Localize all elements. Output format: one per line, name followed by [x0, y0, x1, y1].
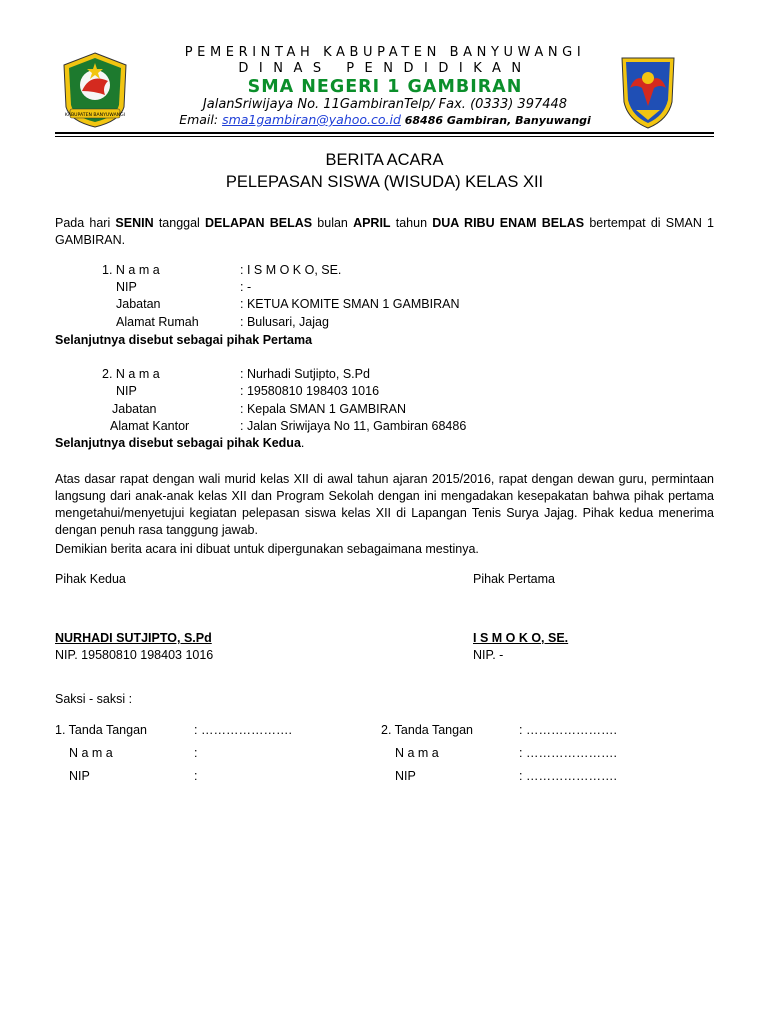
letterhead-department-line: DINAS PENDIDIKAN — [238, 61, 532, 76]
intro-month: APRIL — [353, 216, 391, 230]
party1-nip-value: : - — [240, 280, 252, 294]
party2-name-label: 2. N a m a — [102, 367, 160, 381]
intro-year: DUA RIBU ENAM BELAS — [432, 216, 585, 230]
letterhead-divider-thin — [55, 136, 714, 137]
party1-nip-label: NIP — [116, 280, 137, 294]
party1-name-label: 1. N a m a — [102, 263, 160, 277]
party1-designation: Selanjutnya disebut sebagai pihak Pertama — [55, 333, 313, 347]
closing-statement: Demikian berita acara ini dibuat untuk dipergunakan sebagaimana mestinya. — [55, 542, 479, 556]
signature-right-role: Pihak Pertama — [473, 572, 555, 586]
witness1-name-label: N a m a — [69, 746, 113, 760]
party2-office-value: : Jalan Sriwijaya No 11, Gambiran 68486 — [240, 419, 467, 433]
signature-left-nip: NIP. 19580810 198403 1016 — [55, 648, 214, 662]
witness1-nip-value: : — [194, 769, 198, 783]
signature-left-name: NURHADI SUTJIPTO, S.Pd — [55, 631, 212, 645]
intro-paragraph — [55, 215, 714, 249]
witness2-signature-value: : …………………. — [519, 723, 617, 737]
email-label: Email: — [179, 112, 223, 127]
party2-designation-period: . — [300, 436, 305, 450]
left-logo-caption: KABUPATEN BANYUWANGI — [64, 113, 126, 118]
party1-address-label: Alamat Rumah — [116, 315, 199, 329]
letterhead-divider-thick — [55, 132, 714, 134]
intro-text-4: tahun — [390, 216, 433, 230]
party2-position-value: : Kepala SMAN 1 GAMBIRAN — [240, 402, 407, 416]
letterhead-school-name: SMA NEGERI 1 GAMBIRAN — [247, 77, 523, 97]
witness2-name-label: N a m a — [395, 746, 439, 760]
banyuwangi-regency-logo-icon — [60, 51, 130, 129]
witness1-nip-label: NIP — [69, 769, 90, 783]
party1-address-value: : Bulusari, Jajag — [240, 315, 329, 329]
witness2-name-value: : …………………. — [519, 746, 617, 760]
party1-name-value: : I S M O K O, SE. — [240, 263, 342, 277]
party2-name-value: : Nurhadi Sutjipto, S.Pd — [240, 367, 370, 381]
intro-date: DELAPAN BELAS — [205, 216, 313, 230]
witness2-nip-label: NIP — [395, 769, 416, 783]
intro-text-5: bertempat di SMAN 1 GAMBIRAN. — [55, 216, 714, 247]
intro-text-2: tanggal — [153, 216, 206, 230]
witness1-signature-label: 1. Tanda Tangan — [55, 723, 147, 737]
witnesses-heading: Saksi - saksi : — [55, 692, 133, 706]
email-link[interactable]: sma1gambiran@yahoo.co.id — [222, 112, 401, 127]
signature-left-role: Pihak Kedua — [55, 572, 126, 586]
letterhead-government-line: PEMERINTAH KABUPATEN BANYUWANGI — [184, 45, 586, 60]
letterhead-postal-city: 68486 Gambiran, Banyuwangi — [400, 114, 591, 127]
party1-position-value: : KETUA KOMITE SMAN 1 GAMBIRAN — [240, 297, 460, 311]
agreement-paragraph: Atas dasar rapat dengan wali murid kelas XII di awal tahun ajaran 2015/2016, rapat dengan dewan guru, permintaan langsung dari anak-anak kelas XII dan Program Sekolah dengan ini mengadakan kesepakatan bahwa pihak pertama mengetahui/menyetujui kegiatan pelepasan siswa kelas XII di Lapangan Tenis Surya Jajag. Pihak kedua menerima dengan penuh rasa tanggung jawab. — [55, 472, 714, 537]
signature-right-nip: NIP. - — [473, 648, 504, 662]
witness1-signature-value: : …………………. — [194, 723, 292, 737]
party2-nip-value: : 19580810 198403 1016 — [240, 384, 380, 398]
party1-position-label: Jabatan — [116, 297, 161, 311]
party2-designation — [55, 436, 304, 450]
witness1-name-value: : — [194, 746, 198, 760]
party2-position-label: Jabatan — [112, 402, 157, 416]
document-title: BERITA ACARA — [325, 151, 444, 169]
document-subtitle: PELEPASAN SISWA (WISUDA) KELAS XII — [225, 173, 544, 191]
letterhead-contact — [140, 112, 630, 127]
witness2-signature-label: 2. Tanda Tangan — [381, 723, 473, 737]
intro-text-3: bulan — [312, 216, 354, 230]
intro-text-1: Pada hari — [55, 216, 116, 230]
intro-day: SENIN — [115, 216, 154, 230]
party2-designation-text: Selanjutnya disebut sebagai pihak Kedua — [55, 436, 301, 450]
party2-office-label: Alamat Kantor — [110, 419, 190, 433]
letterhead-address: JalanSriwijaya No. 11GambiranTelp/ Fax. (0333) 397448 — [202, 97, 568, 112]
witness2-nip-value: : …………………. — [519, 769, 617, 783]
signature-right-name: I S M O K O, SE. — [473, 631, 569, 645]
party2-nip-label: NIP — [116, 384, 137, 398]
